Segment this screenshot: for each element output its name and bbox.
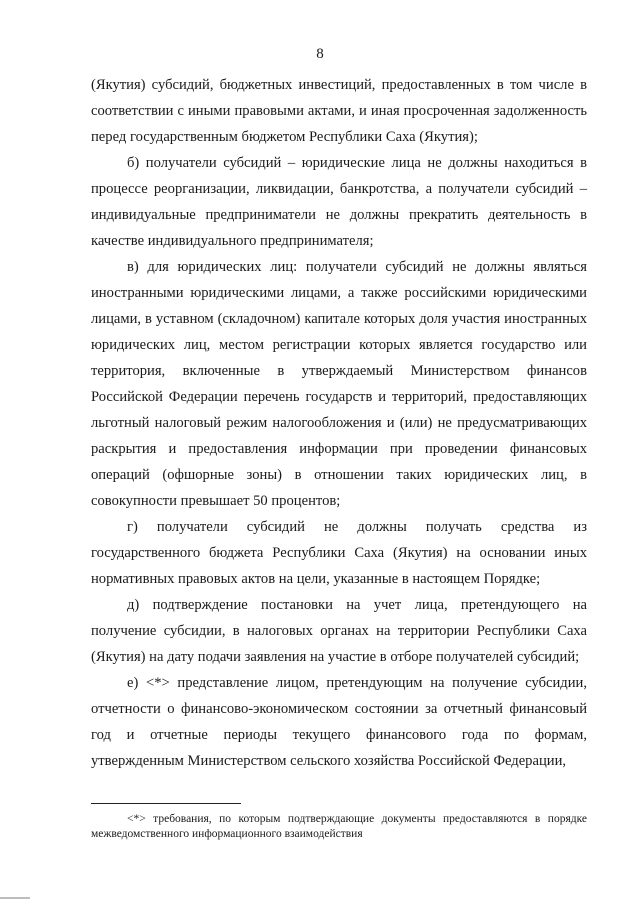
document-body [91,72,587,774]
paragraph-continuation: (Якутия) субсидий, бюджетных инвестиций, предоставленных в том числе в соответствии с иными правовыми актами, и иная просроченная задолженность перед государственным бюджетом Республики Саха (Якутия); [91,77,587,145]
scan-edge-mark [0,897,30,899]
page-number: 8 [316,46,324,62]
paragraph-item-g: г) получатели субсидий не должны получать средства из государственного бюджета Республики Саха (Якутия) на основании иных нормативных правовых актов на цели, указанные в настоящем Порядке; [91,519,587,587]
paragraph-item-d: д) подтверждение постановки на учет лица, претендующего на получение субсидии, в налоговых органах на территории Республики Саха (Якутия) на дату подачи заявления на участие в отборе получателей субсидий; [91,597,587,665]
paragraph-item-e: е) <*> представление лицом, претендующим на получение субсидии, отчетности о финансово-экономическом состоянии за отчетный финансовый год и отчетные периоды текущего финансового года по формам, утвержденным Министерством сельского хозяйства Российской Федерации, [91,675,587,769]
paragraph-item-v: в) для юридических лиц: получатели субсидий не должны являться иностранными юридическими лицами, а также российскими юридическими лицами, в уставном (складочном) капитале которых доля участия иностранных юридических лиц, местом регистрации которых является государство или территория, включенные в утверждаемый Министерством финансов Российской Федерации перечень государств и территорий, предоставляющих льготный налоговый режим налогообложения и (или) не предусматривающих раскрытия и предоставления информации при проведении финансовых операций (офшорные зоны) в отношении таких юридических лиц, в совокупности превышает 50 процентов; [91,259,587,509]
paragraph-item-b: б) получатели субсидий – юридические лица не должны находиться в процессе реорганизации, ликвидации, банкротства, а получатели субсидий – индивидуальные предприниматели не должны прекратить деятельность в качестве индивидуального предпринимателя; [91,155,587,249]
footnote-divider [91,803,241,804]
footnote: <*> требования, по которым подтверждающие документы предоставляются в порядке межведомственного информационного взаимодействия [91,813,587,840]
